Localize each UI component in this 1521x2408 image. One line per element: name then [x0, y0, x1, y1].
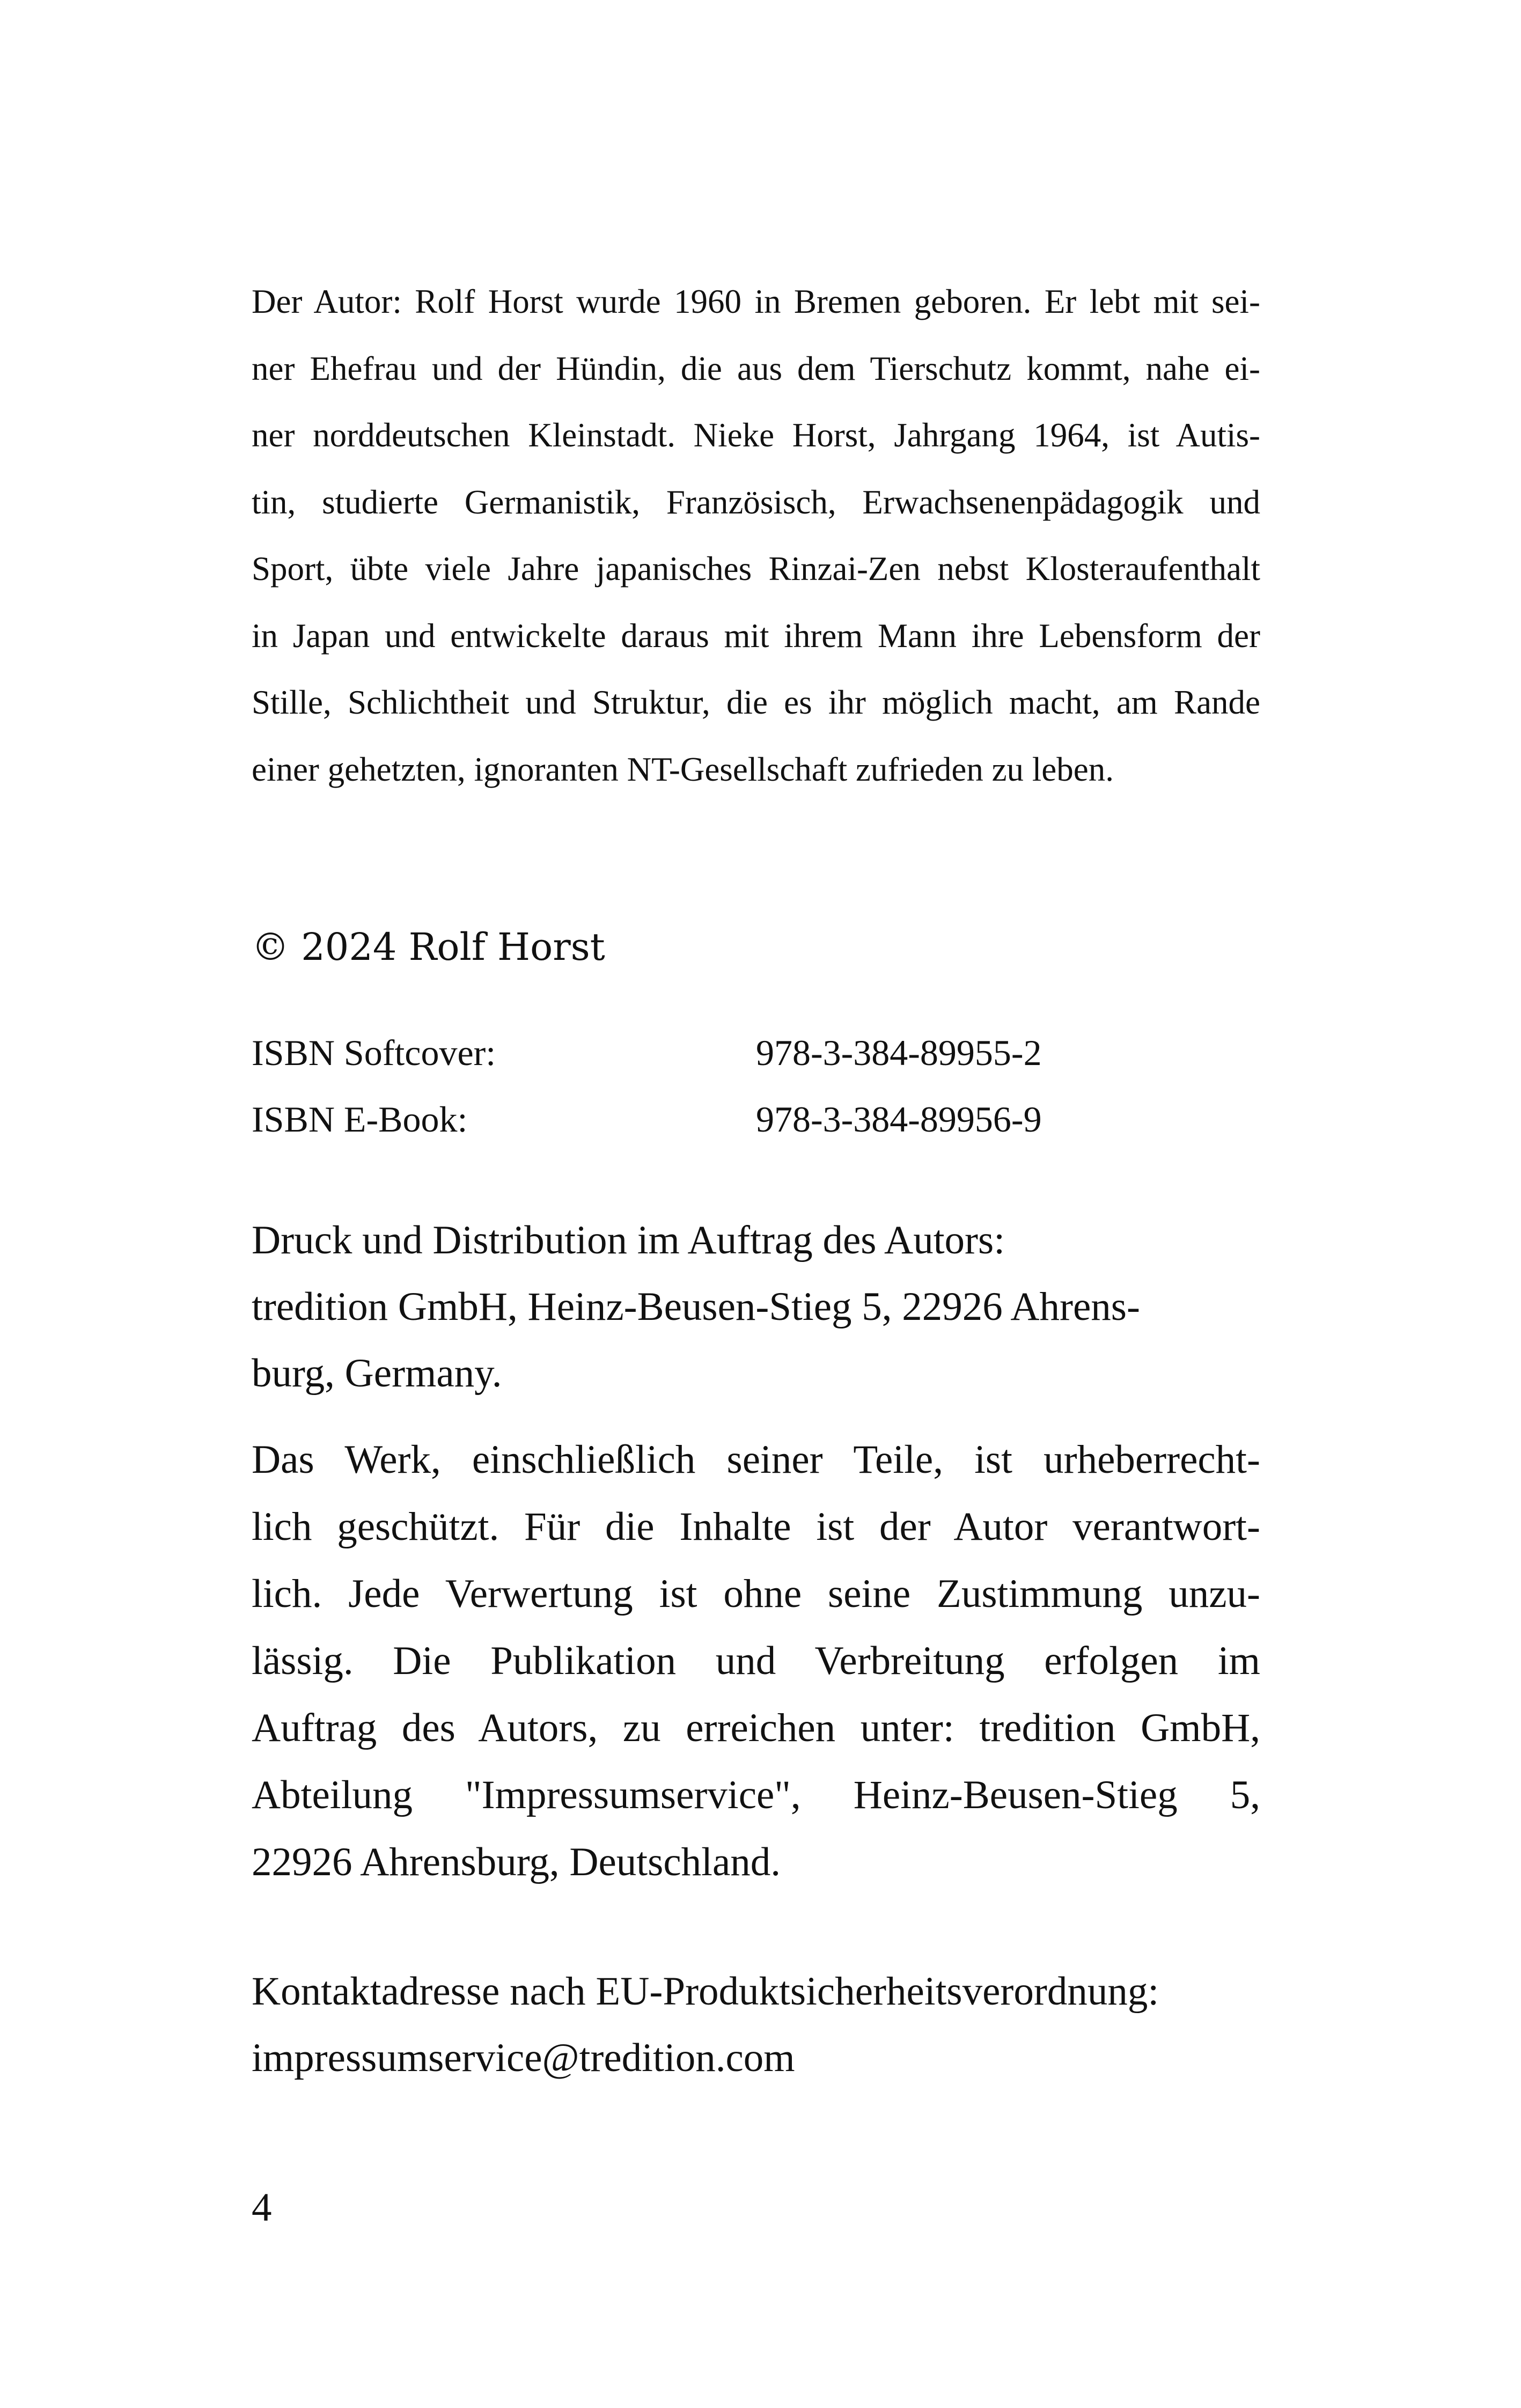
isbn-ebook-value: 978-3-384-89956-9 [756, 1099, 1042, 1140]
bio-line: Der Autor: Rolf Horst wurde 1960 in Bremen geboren. Er lebt mit sei- [252, 283, 1260, 320]
print-line: burg, Germany. [252, 1351, 502, 1396]
isbn-softcover-value: 978-3-384-89955-2 [756, 1032, 1042, 1073]
bio-line: ner norddeutschen Kleinstadt. Nieke Horst, Jahrgang 1964, ist Autis- [252, 416, 1260, 454]
print-line: Druck und Distribution im Auftrag des Autors: [252, 1218, 1005, 1262]
bio-line: einer gehetzten, ignoranten NT-Gesellschaft zufrieden zu leben. [252, 750, 1114, 788]
contact-email: impressumservice@tredition.com [252, 2036, 795, 2080]
bio-line: Stille, Schlichtheit und Struktur, die es ihr möglich macht, am Rande [252, 684, 1260, 721]
print-line: tredition GmbH, Heinz-Beusen-Stieg 5, 22926 Ahrens- [252, 1284, 1140, 1329]
bio-line: tin, studierte Germanistik, Französisch, Erwachsenenpädagogik und [252, 483, 1260, 521]
legal-line: lässig. Die Publikation und Verbreitung erfolgen im [252, 1639, 1260, 1683]
legal-line: Das Werk, einschließlich seiner Teile, ist urheberrecht- [252, 1437, 1260, 1482]
isbn-list [252, 1019, 1260, 1152]
print-distribution-info [252, 1207, 1260, 1407]
page-number: 4 [252, 2185, 272, 2230]
copyright-notice: © 2024 Rolf Horst [252, 925, 605, 969]
isbn-ebook-label: ISBN E-Book: [252, 1099, 468, 1140]
contact-line: Kontaktadresse nach EU-Produktsicherheitsverordnung: [252, 1969, 1159, 2014]
legal-line: Abteilung "Impressumservice", Heinz-Beusen-Stieg 5, [252, 1773, 1260, 1817]
copyright-legal-notice [252, 1426, 1260, 1896]
bio-line: ner Ehefrau und der Hündin, die aus dem Tierschutz kommt, nahe ei- [252, 349, 1260, 387]
isbn-softcover-label: ISBN Softcover: [252, 1032, 496, 1073]
legal-line: lich geschützt. Für die Inhalte ist der Autor verantwort- [252, 1504, 1260, 1549]
bio-line: in Japan und entwickelte daraus mit ihrem Mann ihre Lebensform der [252, 616, 1260, 655]
legal-line: lich. Jede Verwertung ist ohne seine Zustimmung unzu- [252, 1572, 1260, 1616]
legal-line: 22926 Ahrensburg, Deutschland. [252, 1840, 781, 1884]
bio-line: Sport, übte viele Jahre japanisches Rinzai-Zen nebst Klosteraufenthalt [252, 550, 1260, 588]
contact-address [252, 1958, 1260, 2091]
author-bio [252, 268, 1260, 803]
isbn-ebook-row [252, 1086, 1260, 1152]
legal-line: Auftrag des Autors, zu erreichen unter: tredition GmbH, [252, 1706, 1260, 1750]
isbn-softcover-row [252, 1019, 1260, 1086]
